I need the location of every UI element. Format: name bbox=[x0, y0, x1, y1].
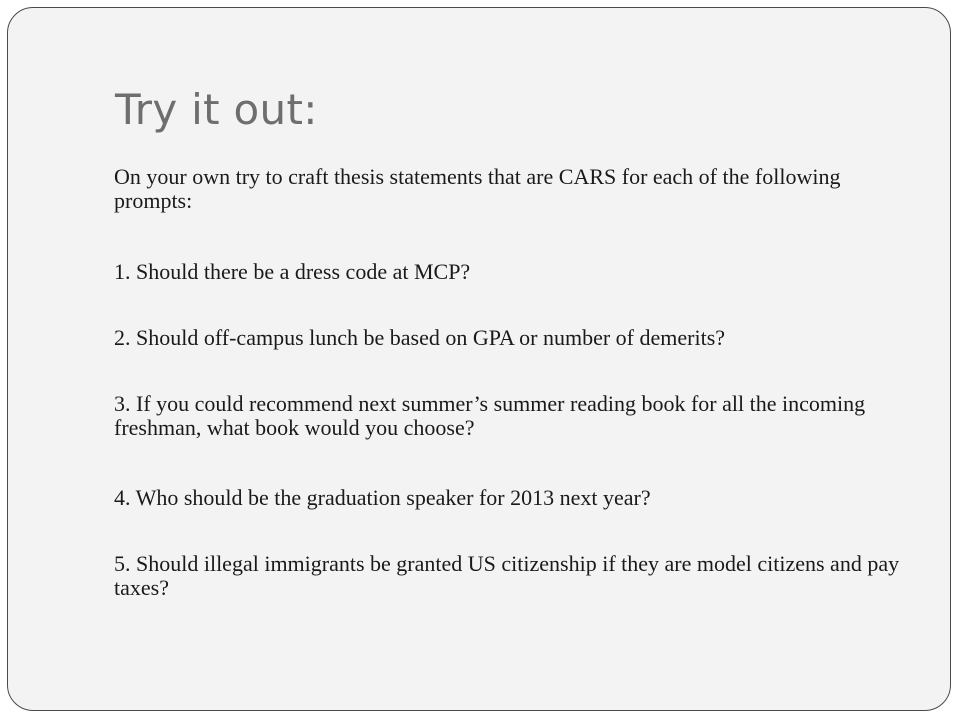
slide-intro-text: On your own try to craft thesis statements that are CARS for each of the following prompts: bbox=[114, 164, 841, 213]
prompt-item-4: 4. Who should be the graduation speaker for 2013 next year? bbox=[114, 485, 651, 510]
prompt-item-5: 5. Should illegal immigrants be granted US citizenship if they are model citizens and pay taxes? bbox=[114, 551, 900, 600]
prompt-item-3: 3. If you could recommend next summer’s summer reading book for all the incoming freshman, what book would you choose? bbox=[114, 391, 866, 440]
prompt-item-2: 2. Should off-campus lunch be based on GPA or number of demerits? bbox=[114, 325, 726, 350]
prompt-item-1: 1. Should there be a dress code at MCP? bbox=[114, 259, 471, 284]
slide-frame bbox=[7, 7, 951, 711]
slide-title: Try it out: bbox=[115, 85, 318, 134]
